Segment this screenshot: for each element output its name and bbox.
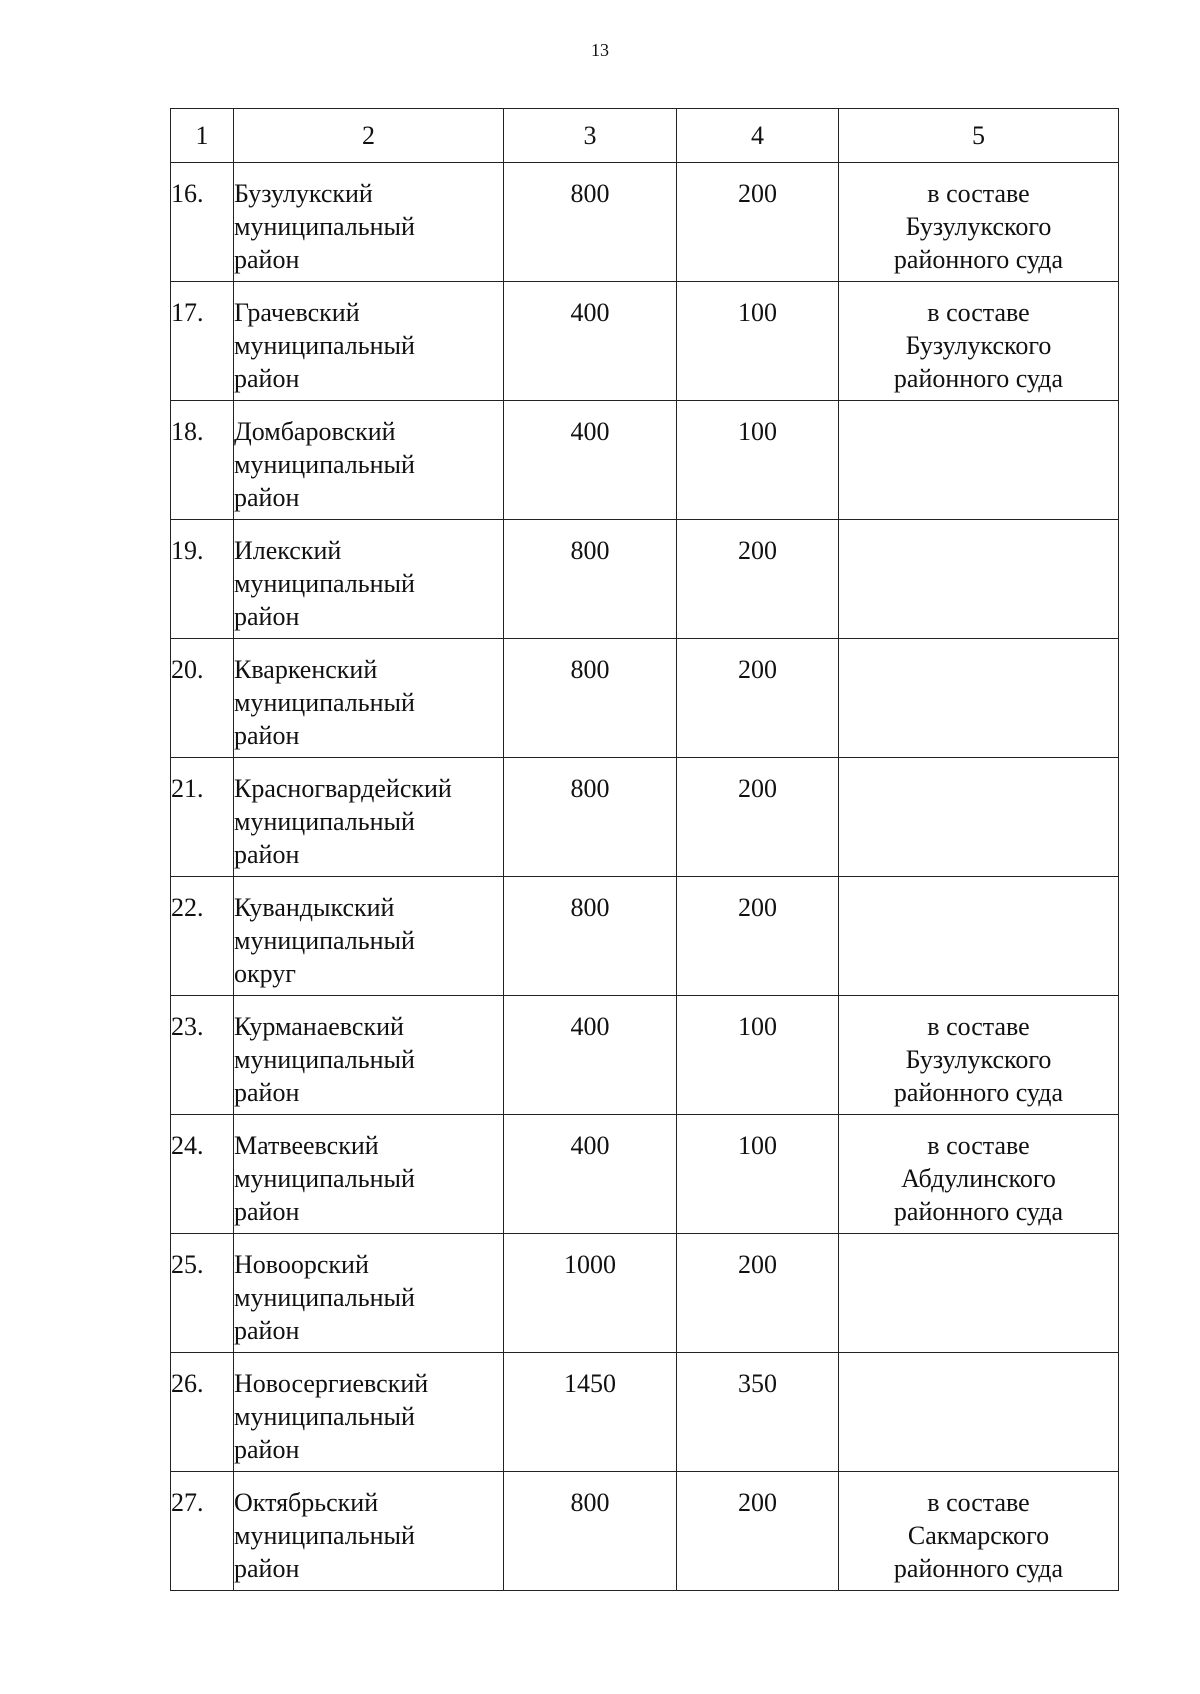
table-header-row [171,109,1119,163]
column-4-value: 200 [677,1234,839,1353]
column-5-note: в составе Сакмарского районного суда [839,1472,1119,1591]
municipality-name: Кувандыкский муниципальный округ [234,877,504,996]
column-header-5: 5 [839,109,1119,163]
column-3-value: 800 [504,758,677,877]
column-3-value: 800 [504,1472,677,1591]
table-row [171,996,1119,1115]
row-number: 18. [171,401,234,520]
column-4-value: 100 [677,1115,839,1234]
table-row [171,1115,1119,1234]
table-row [171,1472,1119,1591]
municipality-name: Кваркенский муниципальный район [234,639,504,758]
column-4-value: 200 [677,163,839,282]
column-5-note [839,401,1119,520]
row-number: 26. [171,1353,234,1472]
row-number: 22. [171,877,234,996]
column-4-value: 350 [677,1353,839,1472]
column-header-1: 1 [171,109,234,163]
municipality-name: Красногвардейский муниципальный район [234,758,504,877]
municipality-name: Домбаровский муниципальный район [234,401,504,520]
municipality-name: Октябрьский муниципальный район [234,1472,504,1591]
row-number: 20. [171,639,234,758]
row-number: 25. [171,1234,234,1353]
municipality-name: Матвеевский муниципальный район [234,1115,504,1234]
row-number: 27. [171,1472,234,1591]
column-5-note: в составе Бузулукского районного суда [839,996,1119,1115]
column-3-value: 400 [504,996,677,1115]
municipality-name: Курманаевский муниципальный район [234,996,504,1115]
column-header-2: 2 [234,109,504,163]
table-row [171,639,1119,758]
table-row [171,282,1119,401]
column-5-note [839,758,1119,877]
column-3-value: 800 [504,877,677,996]
column-4-value: 100 [677,996,839,1115]
row-number: 24. [171,1115,234,1234]
column-5-note [839,877,1119,996]
row-number: 16. [171,163,234,282]
column-header-4: 4 [677,109,839,163]
row-number: 23. [171,996,234,1115]
column-5-note [839,639,1119,758]
municipality-name: Новоорский муниципальный район [234,1234,504,1353]
column-3-value: 400 [504,401,677,520]
column-5-note [839,1234,1119,1353]
column-4-value: 200 [677,639,839,758]
column-4-value: 200 [677,758,839,877]
row-number: 17. [171,282,234,401]
column-3-value: 800 [504,520,677,639]
column-5-note: в составе Бузулукского районного суда [839,163,1119,282]
column-3-value: 400 [504,1115,677,1234]
table-row [171,401,1119,520]
municipality-name: Илекский муниципальный район [234,520,504,639]
column-header-3: 3 [504,109,677,163]
table-row [171,1234,1119,1353]
column-3-value: 1000 [504,1234,677,1353]
row-number: 21. [171,758,234,877]
municipality-name: Новосергиевский муниципальный район [234,1353,504,1472]
column-4-value: 200 [677,877,839,996]
column-5-note: в составе Абдулинского районного суда [839,1115,1119,1234]
municipality-name: Бузулукский муниципальный район [234,163,504,282]
row-number: 19. [171,520,234,639]
table-row [171,877,1119,996]
column-4-value: 100 [677,282,839,401]
column-5-note [839,1353,1119,1472]
column-5-note: в составе Бузулукского районного суда [839,282,1119,401]
table-row [171,1353,1119,1472]
column-4-value: 200 [677,520,839,639]
column-4-value: 100 [677,401,839,520]
table-row [171,520,1119,639]
table-row [171,163,1119,282]
column-5-note [839,520,1119,639]
column-3-value: 400 [504,282,677,401]
table-row [171,758,1119,877]
column-3-value: 800 [504,639,677,758]
page-number: 13 [591,40,609,60]
column-3-value: 1450 [504,1353,677,1472]
municipality-name: Грачевский муниципальный район [234,282,504,401]
document-table [170,108,1119,1591]
column-4-value: 200 [677,1472,839,1591]
column-3-value: 800 [504,163,677,282]
